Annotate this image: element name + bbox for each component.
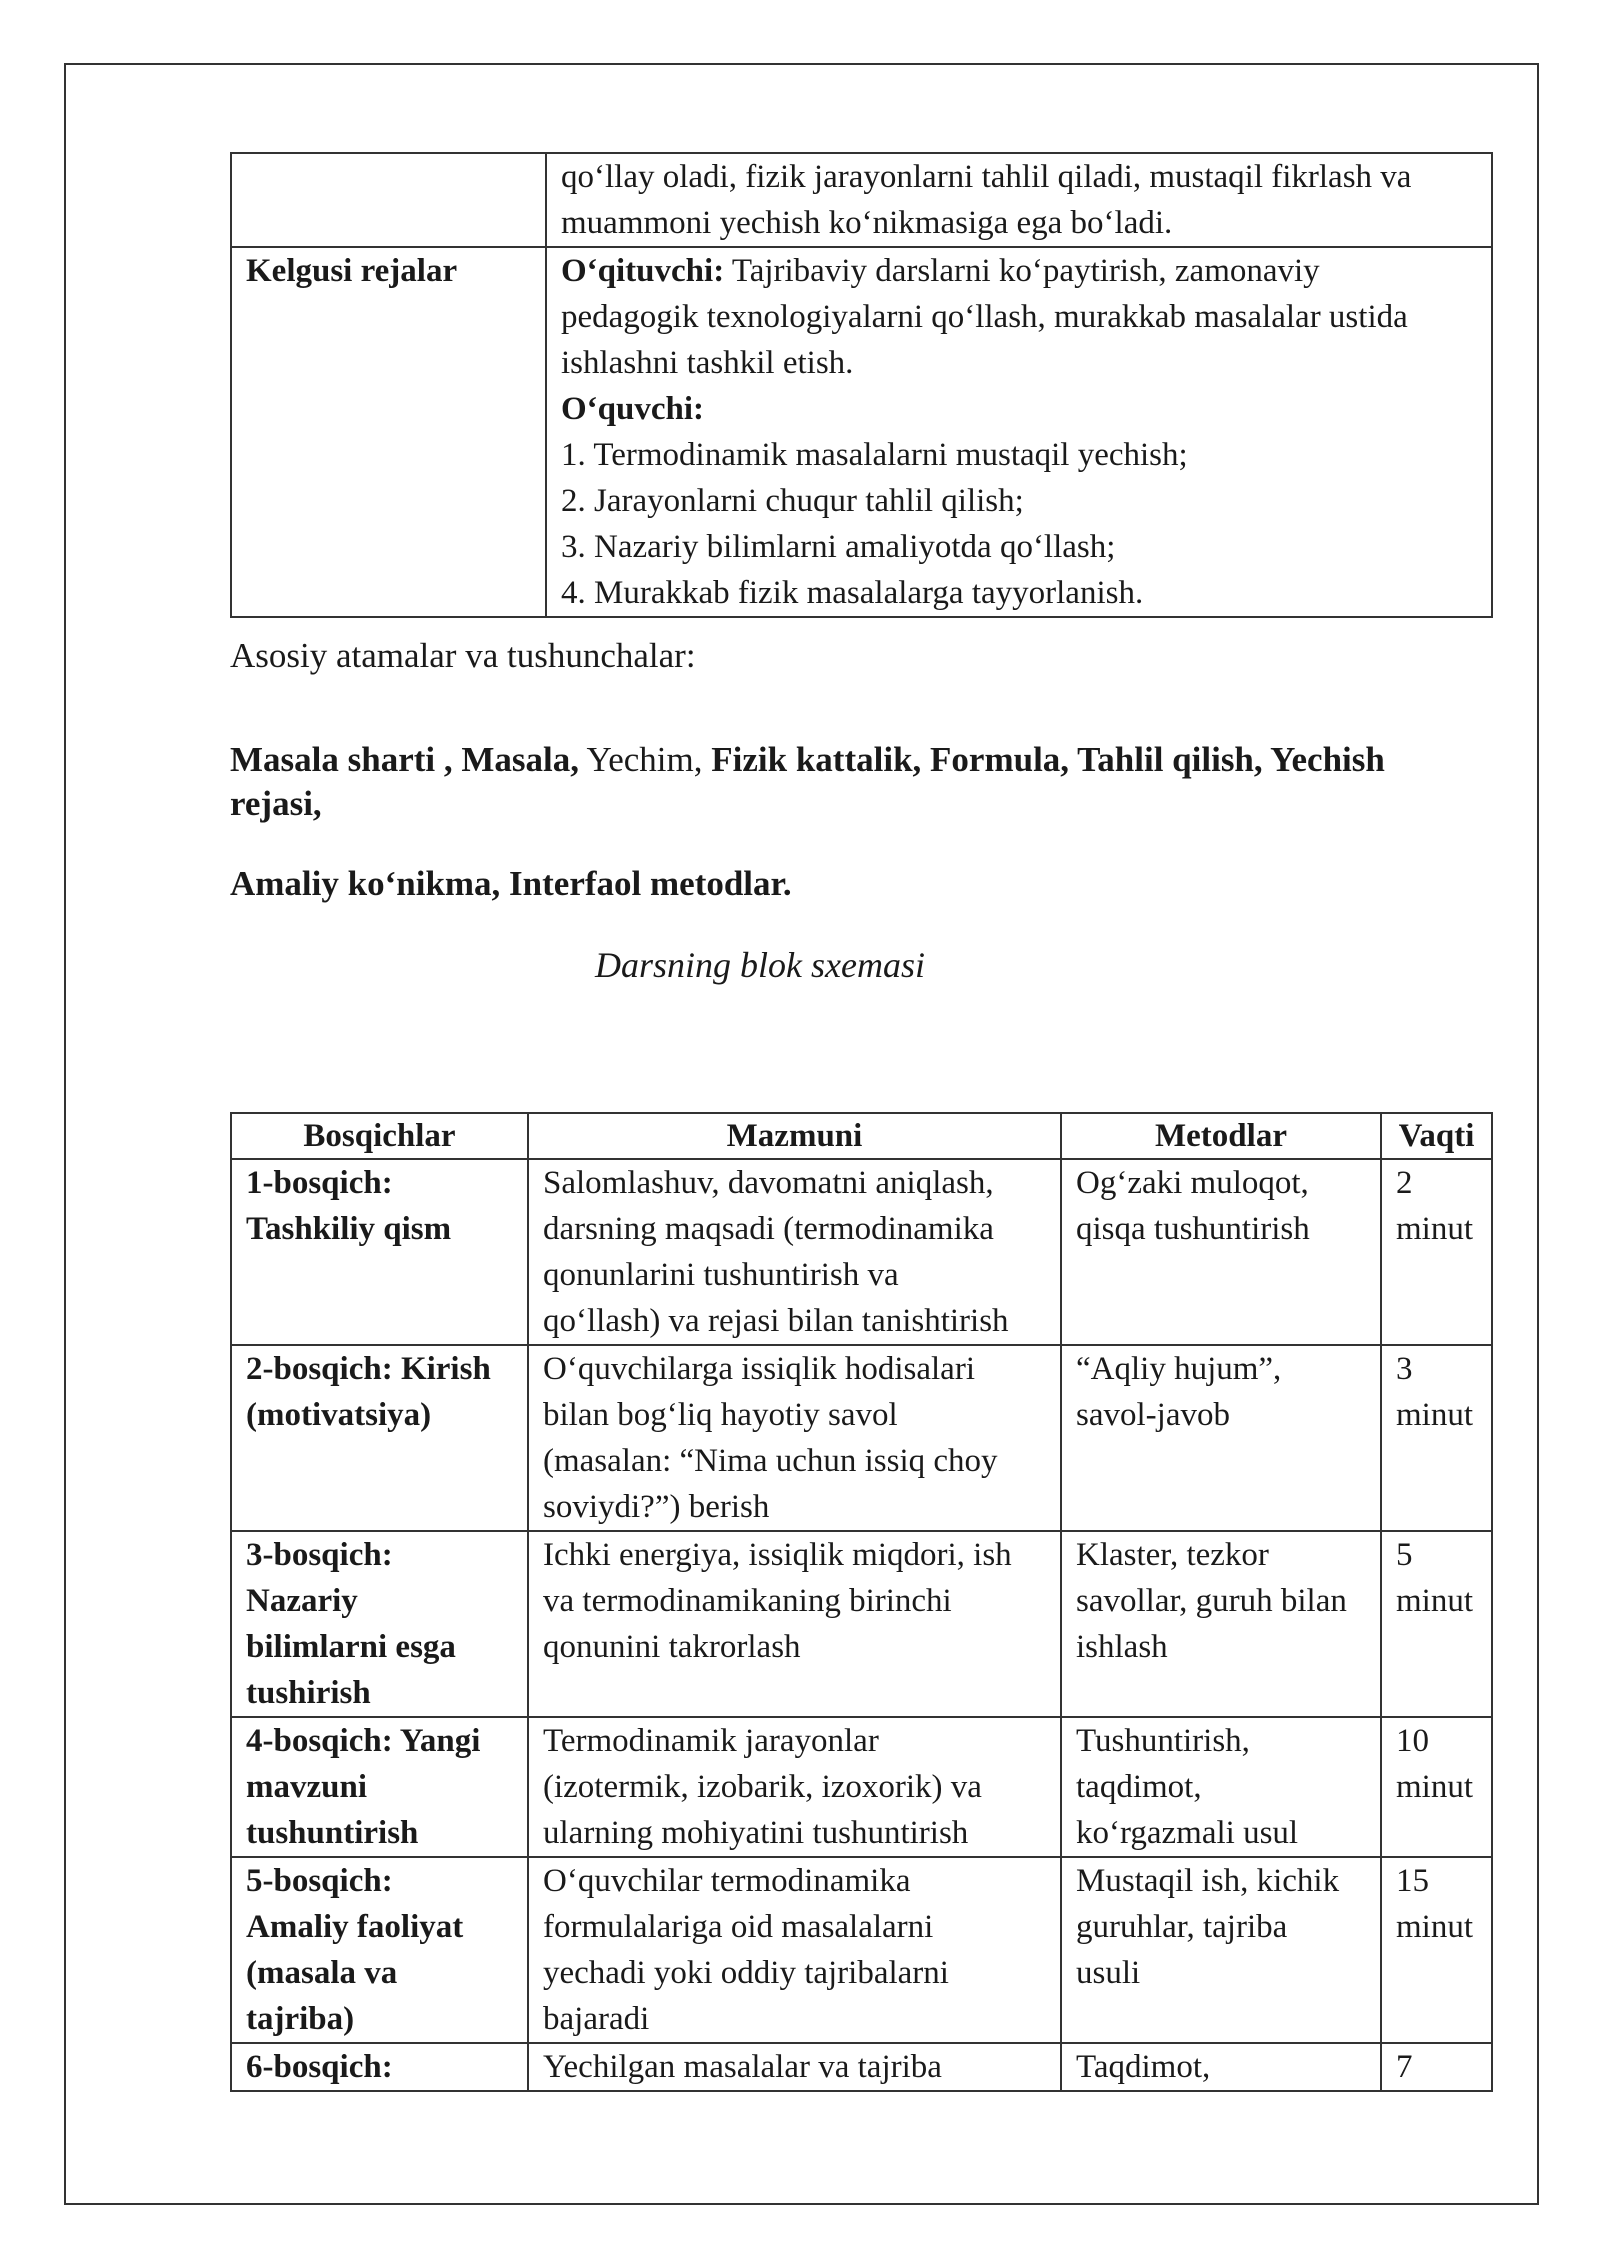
methods-line: ishlash [1076,1629,1168,1665]
content-cell [528,1159,1061,1345]
term: Yechim, [579,740,703,779]
stage-line: mavzuni [246,1769,368,1805]
content-line: darsning maqsadi (termodinamika [543,1211,994,1247]
stage-line: 2-bosqich: Kirish [246,1351,491,1387]
stage-line: (motivatsiya) [246,1397,432,1433]
future-plans-label: Kelgusi rejalar [231,247,546,617]
teacher-text: Tajribaviy darslarni ko‘paytirish, zamonaviy [724,253,1320,289]
teacher-plan [561,248,1477,294]
stage-line: 4-bosqich: Yangi [246,1723,481,1759]
content-line: va termodinamikaning birinchi [543,1583,952,1619]
table-row [231,1345,1492,1531]
content-line: O‘quvchilarga issiqlik hodisalari [543,1351,975,1387]
content-line: Ichki energiya, issiqlik miqdori, ish [543,1537,1012,1573]
outcome-line: qo‘llay oladi, fizik jarayonlarni tahlil qiladi, mustaqil fikrlash va [561,159,1412,195]
methods-cell [1061,1345,1381,1531]
content-line: yechadi yoki oddiy tajribalarni [543,1955,949,1991]
stage-cell [231,1857,528,2043]
content-line: ularning mohiyatini tushuntirish [543,1815,969,1851]
terms-heading: Asosiy atamalar va tushunchalar: [230,636,696,675]
stage-cell [231,1717,528,1857]
methods-line: Taqdimot, [1076,2049,1211,2085]
table-row [231,1531,1492,1717]
time-cell [1381,2043,1492,2091]
time-line: 10 [1396,1723,1429,1759]
stage-line: 3-bosqich: [246,1537,393,1573]
term: Fizik kattalik, Formula, Tahlil qilish, Yechish [702,740,1385,779]
table-row [231,1717,1492,1857]
content-line: Yechilgan masalalar va tajriba [543,2049,942,2085]
methods-cell [1061,2043,1381,2091]
term: rejasi, [230,784,322,823]
content-line: formulalariga oid masalalarni [543,1909,934,1945]
stage-line: Nazariy [246,1583,358,1619]
methods-line: savollar, guruh bilan [1076,1583,1347,1619]
methods-line: Tushuntirish, [1076,1723,1250,1759]
methods-line: savol-javob [1076,1397,1230,1433]
content-line: (izotermik, izobarik, izoxorik) va [543,1769,982,1805]
teacher-text-line: ishlashni tashkil etish. [561,345,854,381]
teacher-label: O‘qituvchi: [561,253,725,289]
content-line: bilan bog‘liq hayotiy savol [543,1397,898,1433]
table-row [231,2043,1492,2091]
methods-cell [1061,1857,1381,2043]
student-plan-item: 4. Murakkab fizik masalalarga tayyorlanish. [561,575,1144,611]
content-line: qonunlarini tushuntirish va [543,1257,899,1293]
table-cell [231,153,546,247]
content-line: Termodinamik jarayonlar [543,1723,879,1759]
outcome-cell [546,153,1492,247]
methods-cell [1061,1717,1381,1857]
methods-cell [1061,1531,1381,1717]
time-line: minut [1396,1583,1474,1619]
future-plans-cell [546,247,1492,617]
student-plan-item: 3. Nazariy bilimlarni amaliyotda qo‘llash; [561,529,1116,565]
time-cell [1381,1531,1492,1717]
table-row [231,153,1492,247]
time-line: 7 [1396,2049,1413,2085]
terms-list [230,738,1493,826]
column-header: Metodlar [1061,1113,1381,1159]
time-line: 15 [1396,1863,1429,1899]
methods-line: “Aqliy hujum”, [1076,1351,1282,1387]
stage-line: 5-bosqich: [246,1863,393,1899]
time-line: 2 [1396,1165,1413,1201]
content-line: soviydi?”) berish [543,1489,770,1525]
table-row [231,247,1492,617]
term: Masala sharti , Masala, [230,740,580,779]
content-line: qo‘llash) va rejasi bilan tanishtirish [543,1303,1009,1339]
column-header: Bosqichlar [231,1113,528,1159]
time-cell [1381,1345,1492,1531]
stage-line: tushirish [246,1675,371,1711]
column-header: Vaqti [1381,1113,1492,1159]
stage-line: (masala va [246,1955,398,1991]
content-cell [528,1857,1061,2043]
time-line: 5 [1396,1537,1413,1573]
stage-rows [231,1159,1492,2091]
stage-cell [231,1159,528,1345]
content-line: (masalan: “Nima uchun issiq choy [543,1443,998,1479]
student-label: O‘quvchi: [561,391,705,427]
student-plan-item: 2. Jarayonlarni chuqur tahlil qilish; [561,483,1024,519]
outcome-line: muammoni yechish ko‘nikmasiga ega bo‘ladi. [561,205,1173,241]
time-cell [1381,1159,1492,1345]
stage-line: 6-bosqich: [246,2049,393,2085]
stage-line: tushuntirish [246,1815,419,1851]
methods-line: Og‘zaki muloqot, [1076,1165,1309,1201]
content-line: bajaradi [543,2001,650,2037]
methods-cell [1061,1159,1381,1345]
stage-cell [231,1531,528,1717]
terms-list-2: Amaliy ko‘nikma, Interfaol metodlar. [230,864,792,903]
column-header: Mazmuni [528,1113,1061,1159]
stage-line: bilimlarni esga [246,1629,456,1665]
teacher-text-line: pedagogik texnologiyalarni qo‘llash, murakkab masalalar ustida [561,299,1408,335]
stage-line: Amaliy faoliyat [246,1909,464,1945]
stage-line: tajriba) [246,2001,355,2037]
methods-line: Klaster, tezkor [1076,1537,1269,1573]
stage-cell [231,1345,528,1531]
lesson-stages-table [230,1112,1493,2092]
time-cell [1381,1717,1492,1857]
methods-line: Mustaqil ish, kichik [1076,1863,1340,1899]
content-line: O‘quvchilar termodinamika [543,1863,911,1899]
content-cell [528,1531,1061,1717]
time-line: minut [1396,1397,1474,1433]
content-line: Salomlashuv, davomatni aniqlash, [543,1165,994,1201]
time-line: minut [1396,1211,1474,1247]
table-header-row [231,1113,1492,1159]
table-row [231,1857,1492,2043]
time-line: minut [1396,1769,1474,1805]
time-line: minut [1396,1909,1474,1945]
time-line: 3 [1396,1351,1413,1387]
methods-line: ko‘rgazmali usul [1076,1815,1299,1851]
methods-line: taqdimot, [1076,1769,1202,1805]
methods-line: usuli [1076,1955,1141,1991]
content-line: qonunini takrorlash [543,1629,801,1665]
content-cell [528,2043,1061,2091]
time-cell [1381,1857,1492,2043]
content-cell [528,1717,1061,1857]
table-row [231,1159,1492,1345]
content-cell [528,1345,1061,1531]
methods-line: qisqa tushuntirish [1076,1211,1310,1247]
student-plan-item: 1. Termodinamik masalalarni mustaqil yechish; [561,437,1188,473]
block-scheme-title: Darsning blok sxemasi [595,945,925,985]
plans-table [230,152,1493,618]
stage-line: Tashkiliy qism [246,1211,452,1247]
methods-line: guruhlar, tajriba [1076,1909,1288,1945]
stage-line: 1-bosqich: [246,1165,393,1201]
stage-cell [231,2043,528,2091]
